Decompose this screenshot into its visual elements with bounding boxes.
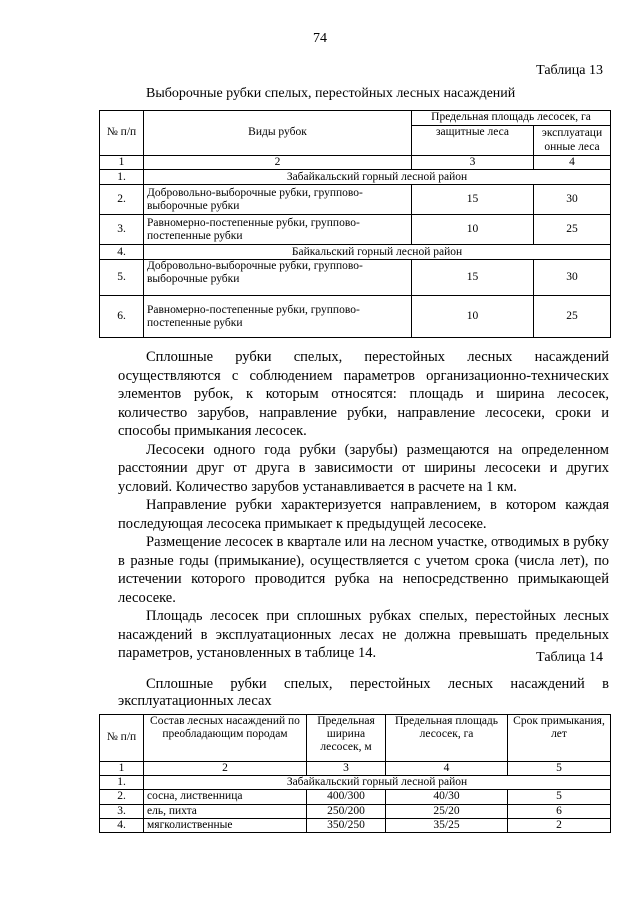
table-13-label: Таблица 13 <box>536 63 603 78</box>
row-exploitation: 25 <box>534 296 611 338</box>
row-num: 2. <box>100 790 144 804</box>
section-title: Байкальский горный лесной район <box>144 245 611 260</box>
header-max-area: Предельная площадь лесосек, га <box>412 111 611 126</box>
paragraph: Направление рубки характеризуется направлением, в котором каждая последующая лесосека примыкает к предыдущей лесосеке. <box>118 497 609 532</box>
table-row <box>100 215 611 245</box>
paragraph: Сплошные рубки спелых, перестойных лесных насаждений осуществляются с соблюдением параметров организационно-технических элементов рубок, к которым относятся: площадь и ширина лесосек, количество зарубов, направление рубки, направление лесосеки, сроки и способы примыкания лесосек. <box>118 349 609 439</box>
row-kind: Равномерно-постепенные рубки, группово-постепенные рубки <box>144 296 412 338</box>
row-num: 3. <box>100 804 144 818</box>
col-number: 3 <box>307 762 386 776</box>
section-title: Забайкальский горный лесной район <box>144 776 611 790</box>
row-term: 2 <box>508 818 611 832</box>
column-numbers-row <box>100 156 611 170</box>
table-14 <box>99 714 611 833</box>
paragraph: Лесосеки одного года рубки (зарубы) размещаются на определенном расстоянии друг от друга в зависимости от ширины лесосеки и других условий. Количество зарубов устанавливается в расчете на 1 км. <box>118 441 609 495</box>
table-row <box>100 296 611 338</box>
row-protective: 15 <box>412 185 534 215</box>
row-num: 2. <box>100 185 144 215</box>
row-composition: сосна, лиственница <box>144 790 307 804</box>
header-width: Предельная ширина лесосек, м <box>307 715 386 762</box>
paragraph: Размещение лесосек в квартале или на лесном участке, отводимых в рубку в разные годы (примыкание), осуществляется с учетом срока (числа лет), по истечении которого проводится рубка на непосредственно примыкающей лесосеке. <box>118 534 609 606</box>
row-exploitation: 25 <box>534 215 611 245</box>
table-row <box>100 804 611 818</box>
row-term: 6 <box>508 804 611 818</box>
col-number: 1 <box>100 156 144 170</box>
row-width: 400/300 <box>307 790 386 804</box>
section-row <box>100 776 611 790</box>
col-number: 5 <box>508 762 611 776</box>
row-num: 4. <box>100 245 144 260</box>
col-number: 4 <box>534 156 611 170</box>
row-num: 1. <box>100 776 144 790</box>
row-num: 4. <box>100 818 144 832</box>
row-protective: 10 <box>412 296 534 338</box>
col-number: 2 <box>144 156 412 170</box>
row-protective: 15 <box>412 260 534 296</box>
row-width: 350/250 <box>307 818 386 832</box>
row-kind: Добровольно-выборочные рубки, группово-выборочные рубки <box>144 185 412 215</box>
col-number: 4 <box>386 762 508 776</box>
table-14-label: Таблица 14 <box>536 650 603 665</box>
table-14-title: Сплошные рубки спелых, перестойных лесных насаждений в эксплуатационных лесах <box>118 676 609 709</box>
table-row <box>100 260 611 296</box>
table-row <box>100 185 611 215</box>
col-number: 2 <box>144 762 307 776</box>
header-num: № п/п <box>100 111 144 156</box>
row-exploitation: 30 <box>534 185 611 215</box>
header-kind: Виды рубок <box>144 111 412 156</box>
row-area: 40/30 <box>386 790 508 804</box>
header-area: Предельная площадь лесосек, га <box>386 715 508 762</box>
page-number: 74 <box>313 31 327 46</box>
row-area: 25/20 <box>386 804 508 818</box>
paragraph: Площадь лесосек при сплошных рубках спелых, перестойных лесных насаждений в эксплуатационных лесах не должна превышать предельных параметров, установленных в таблице 14. <box>118 608 609 661</box>
table-row <box>100 818 611 832</box>
header-exploitation: эксплуатаци онные леса <box>534 126 611 156</box>
body-text <box>118 348 609 663</box>
section-title: Забайкальский горный лесной район <box>144 170 611 185</box>
column-numbers-row <box>100 762 611 776</box>
row-num: 6. <box>100 296 144 338</box>
row-protective: 10 <box>412 215 534 245</box>
col-number: 3 <box>412 156 534 170</box>
row-area: 35/25 <box>386 818 508 832</box>
col-number: 1 <box>100 762 144 776</box>
table-13 <box>99 110 611 338</box>
header-term: Срок примыкания, лет <box>508 715 611 762</box>
row-width: 250/200 <box>307 804 386 818</box>
header-protective: защитные леса <box>412 126 534 156</box>
row-kind: Равномерно-постепенные рубки, группово-постепенные рубки <box>144 215 412 245</box>
row-num: 1. <box>100 170 144 185</box>
section-row <box>100 245 611 260</box>
row-exploitation: 30 <box>534 260 611 296</box>
table-13-title: Выборочные рубки спелых, перестойных лесных насаждений <box>146 86 516 101</box>
row-num: 3. <box>100 215 144 245</box>
row-term: 5 <box>508 790 611 804</box>
header-composition: Состав лесных насаждений по преобладающим породам <box>144 715 307 762</box>
row-kind: Добровольно-выборочные рубки, группово-выборочные рубки <box>144 260 412 296</box>
header-num: № п/п <box>100 715 144 762</box>
row-composition: мягколиственные <box>144 818 307 832</box>
row-num: 5. <box>100 260 144 296</box>
section-row <box>100 170 611 185</box>
table-row <box>100 790 611 804</box>
row-composition: ель, пихта <box>144 804 307 818</box>
